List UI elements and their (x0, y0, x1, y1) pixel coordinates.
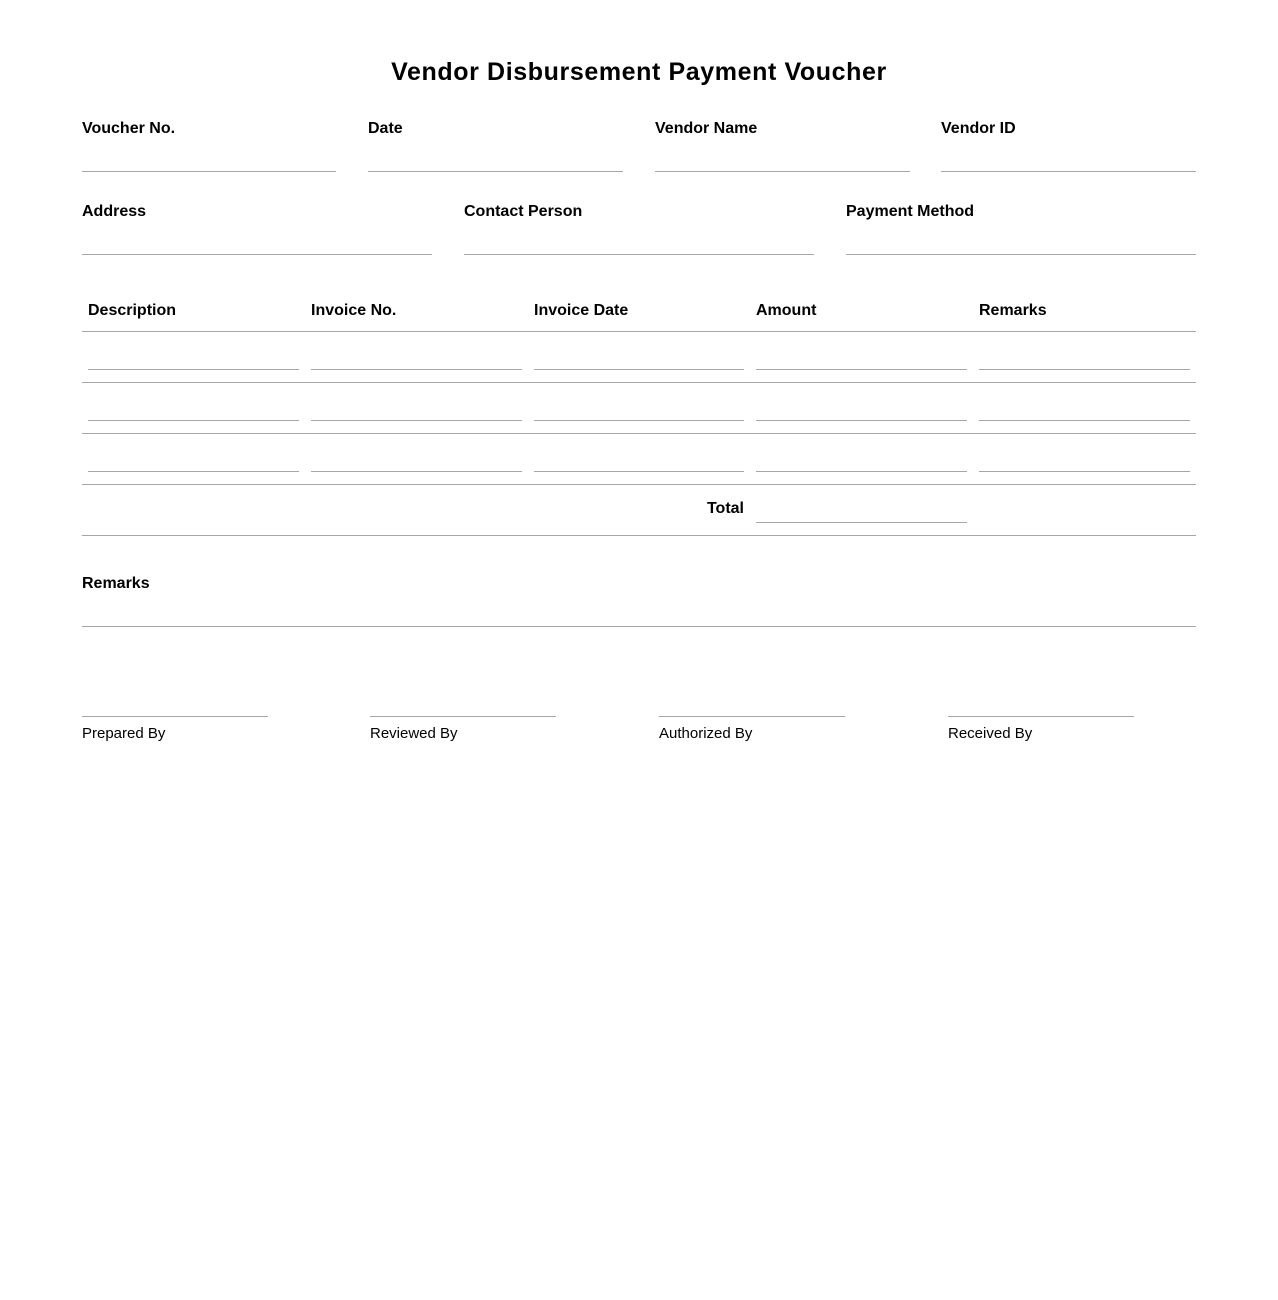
reviewed-by-signature-line[interactable] (370, 716, 556, 717)
column-header-remarks: Remarks (979, 302, 1047, 319)
row-divider (82, 484, 1196, 485)
row3-description-input[interactable] (88, 448, 299, 472)
vendor-id-label: Vendor ID (941, 120, 1016, 137)
authorized-by-signature-line[interactable] (659, 716, 845, 717)
row3-invoice-date-input[interactable] (534, 448, 744, 472)
row2-remarks-input[interactable] (979, 397, 1190, 421)
prepared-by-signature-line[interactable] (82, 716, 268, 717)
vendor-id-input[interactable] (941, 146, 1196, 172)
authorized-by-label: Authorized By (659, 725, 753, 742)
table-header-divider (82, 331, 1196, 332)
date-input[interactable] (368, 146, 623, 172)
voucher-no-label: Voucher No. (82, 120, 176, 137)
row1-remarks-input[interactable] (979, 346, 1190, 370)
row2-invoice-date-input[interactable] (534, 397, 744, 421)
column-header-description: Description (88, 302, 177, 319)
contact-person-input[interactable] (464, 229, 814, 255)
row1-description-input[interactable] (88, 346, 299, 370)
voucher-no-input[interactable] (82, 146, 336, 172)
total-amount-input[interactable] (756, 499, 967, 523)
row1-amount-input[interactable] (756, 346, 967, 370)
column-header-invoice-no: Invoice No. (311, 302, 397, 319)
received-by-signature-line[interactable] (948, 716, 1134, 717)
column-header-amount: Amount (756, 302, 817, 319)
row2-amount-input[interactable] (756, 397, 967, 421)
contact-person-label: Contact Person (464, 203, 583, 220)
payment-method-label: Payment Method (846, 203, 975, 220)
payment-method-input[interactable] (846, 229, 1196, 255)
prepared-by-label: Prepared By (82, 725, 166, 742)
address-input[interactable] (82, 229, 432, 255)
column-header-invoice-date: Invoice Date (534, 302, 629, 319)
vendor-name-label: Vendor Name (655, 120, 758, 137)
remarks-input[interactable] (82, 601, 1196, 627)
row3-remarks-input[interactable] (979, 448, 1190, 472)
total-label: Total (706, 500, 744, 517)
row3-amount-input[interactable] (756, 448, 967, 472)
address-label: Address (82, 203, 147, 220)
row3-invoice-no-input[interactable] (311, 448, 522, 472)
date-label: Date (368, 120, 403, 137)
table-bottom-divider (82, 535, 1196, 536)
row1-invoice-date-input[interactable] (534, 346, 744, 370)
page-title: Vendor Disbursement Payment Voucher (391, 58, 887, 86)
vendor-name-input[interactable] (655, 146, 910, 172)
row2-invoice-no-input[interactable] (311, 397, 522, 421)
row-divider (82, 433, 1196, 434)
remarks-label: Remarks (82, 575, 150, 592)
row2-description-input[interactable] (88, 397, 299, 421)
received-by-label: Received By (948, 725, 1033, 742)
row-divider (82, 382, 1196, 383)
reviewed-by-label: Reviewed By (370, 725, 458, 742)
row1-invoice-no-input[interactable] (311, 346, 522, 370)
